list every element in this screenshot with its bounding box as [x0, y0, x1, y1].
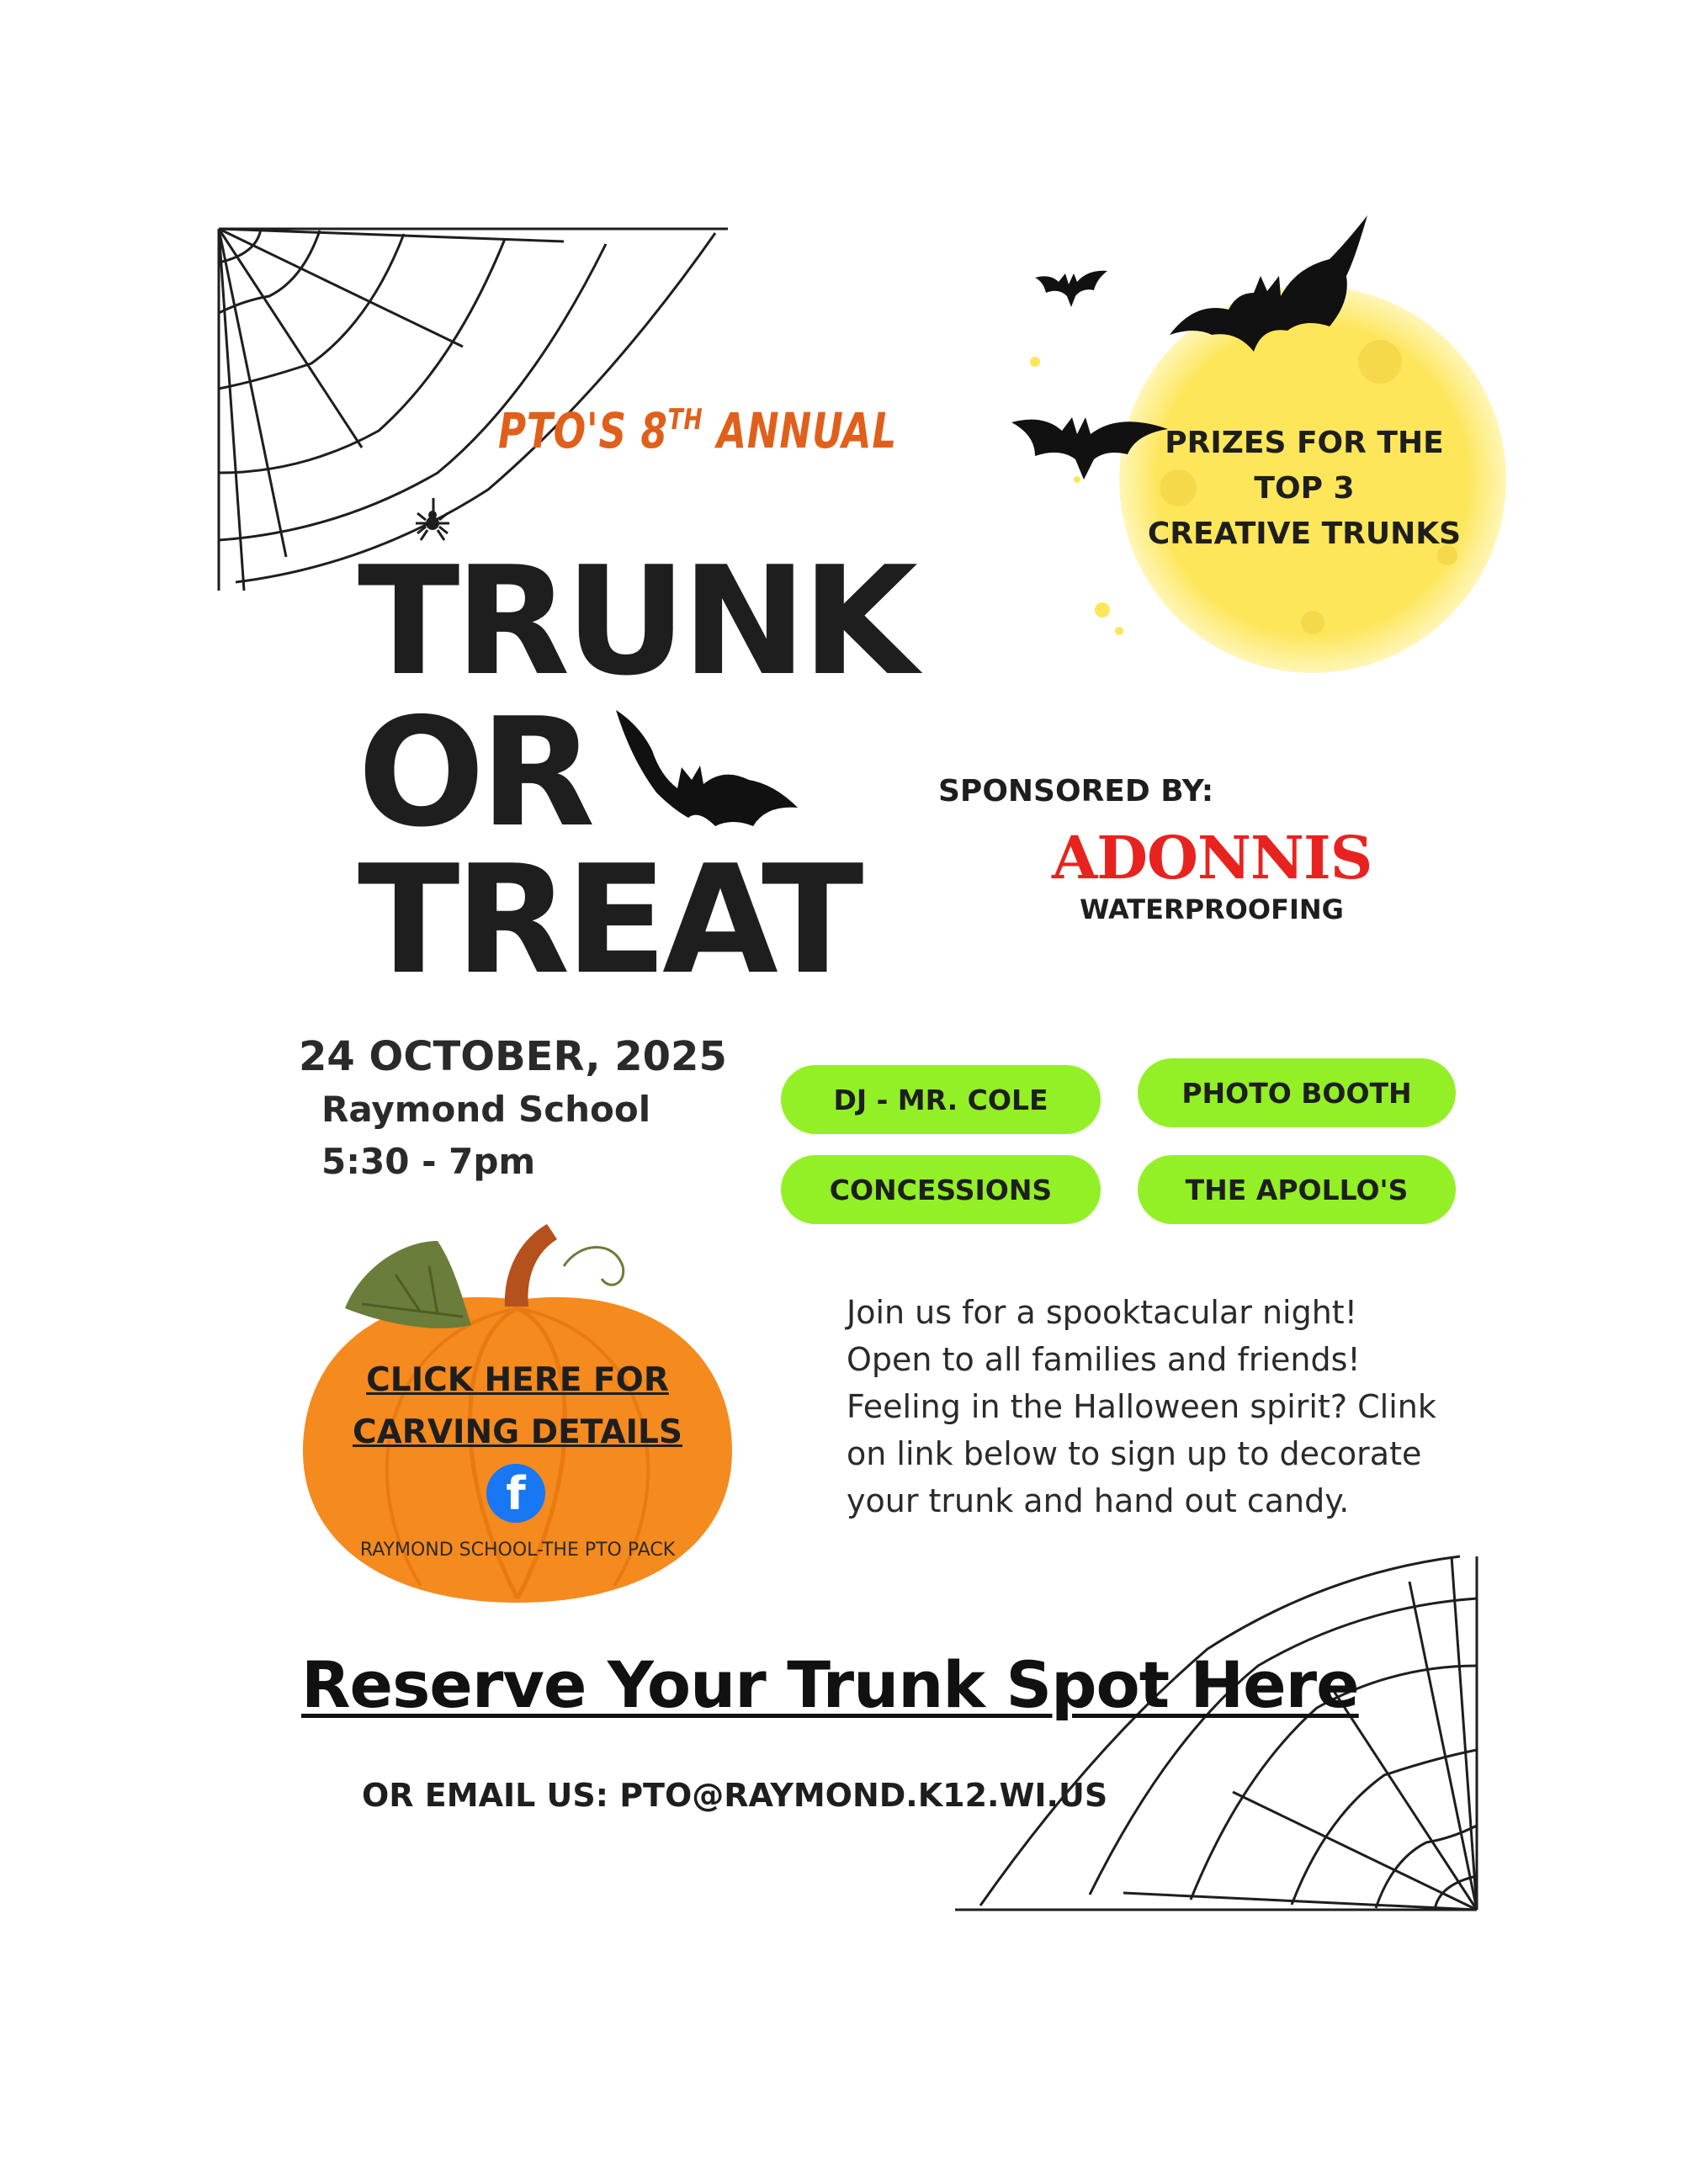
event-date: 24 OCTOBER, 2025 — [299, 1033, 727, 1080]
facebook-page-name: RAYMOND SCHOOL-THE PTO PACK — [359, 1540, 676, 1561]
title-line-treat: TREAT — [358, 833, 859, 1007]
spiderweb-bottom-right-icon — [955, 1556, 1485, 1918]
sponsor-logo-tagline: WATERPROOFING — [1080, 893, 1344, 925]
bat-icon — [1033, 261, 1109, 311]
description-line: Open to all families and friends! — [847, 1341, 1361, 1378]
description-line: your trunk and hand out candy. — [847, 1482, 1350, 1519]
feature-pill-dj: DJ - MR. COLE — [781, 1065, 1101, 1134]
carving-details-link[interactable]: CLICK HERE FOR CARVING DETAILS — [353, 1361, 682, 1451]
title-line-or: OR — [358, 686, 591, 860]
sponsor-logo-name: ADONNIS — [1052, 823, 1372, 893]
feature-pill-concessions: CONCESSIONS — [781, 1155, 1101, 1224]
reserve-trunk-link[interactable]: Reserve Your Trunk Spot Here — [301, 1647, 1359, 1722]
description-line: Feeling in the Halloween spirit? Clink — [847, 1388, 1436, 1425]
event-time: 5:30 - 7pm — [321, 1141, 536, 1182]
bat-icon — [614, 708, 799, 835]
feature-pill-photo-booth: PHOTO BOOTH — [1138, 1058, 1456, 1127]
prizes-text: PRIZES FOR THE TOP 3 CREATIVE TRUNKS — [1147, 426, 1462, 551]
feature-pill-apollos: THE APOLLO'S — [1138, 1155, 1456, 1224]
description-line: on link below to sign up to decorate — [847, 1435, 1422, 1472]
description-paragraph — [847, 1289, 1486, 1524]
annual-heading: PTO'S 8TH ANNUAL — [498, 402, 897, 459]
description-line: Join us for a spooktacular night! — [847, 1294, 1357, 1331]
event-location: Raymond School — [321, 1089, 651, 1130]
title-line-trunk: TRUNK — [358, 534, 913, 708]
bat-icon — [1161, 209, 1372, 377]
facebook-icon[interactable]: f — [486, 1464, 545, 1523]
email-contact[interactable]: OR EMAIL US: PTO@RAYMOND.K12.WI.US — [362, 1777, 1108, 1814]
sponsored-by-label: SPONSORED BY: — [938, 774, 1214, 808]
